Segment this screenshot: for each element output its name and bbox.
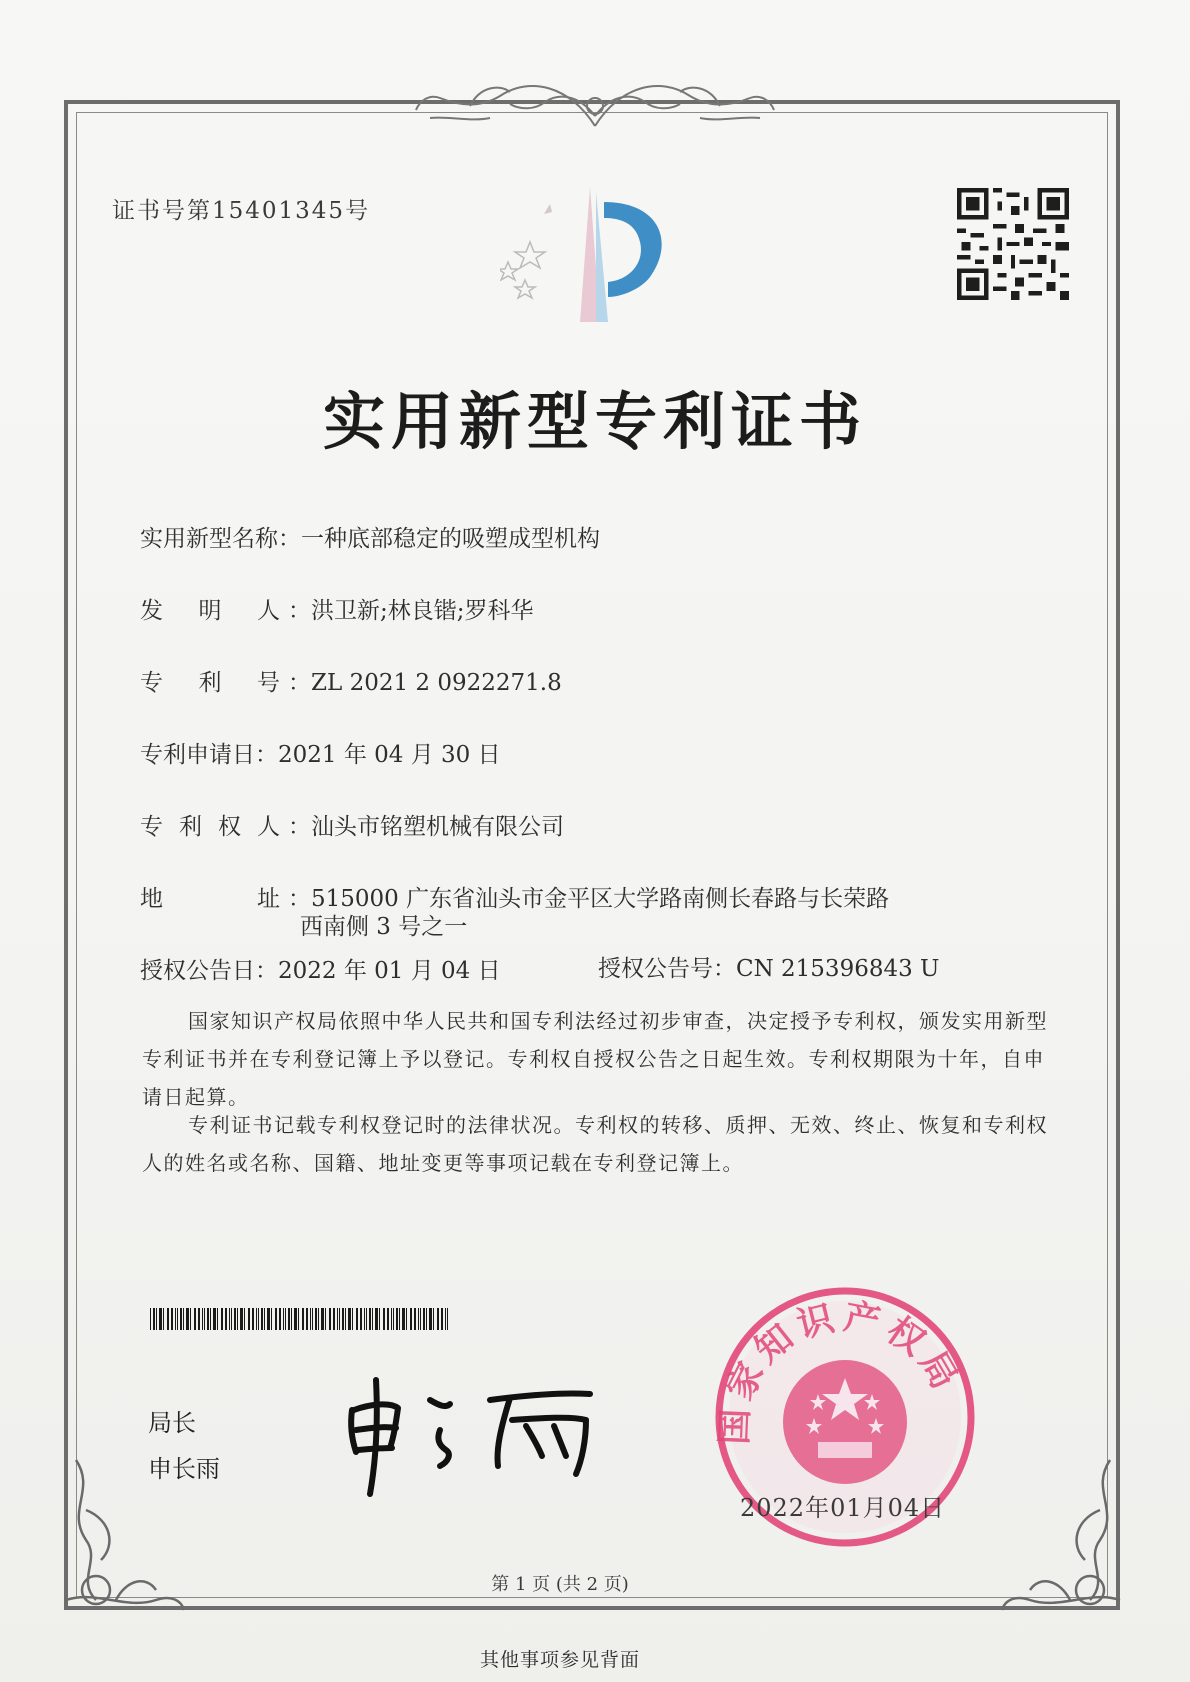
field-inventor: 发 明 人 ：洪卫新;林良锴;罗科华 [140,592,534,625]
barcode-bar [315,1308,317,1330]
barcode-bar [175,1308,176,1330]
barcode-bar [337,1308,338,1330]
paragraph-legal-status: 专利证书记载专利权登记时的法律状况。专利权的转移、质押、无效、终止、恢复和专利权人的姓名或名称、国籍、地址变更等事项记载在专利登记簿上。 [142,1113,1048,1175]
barcode-bar [291,1308,292,1330]
patent-no-value: ZL 2021 2 0922271.8 [311,670,562,696]
barcode-bar [352,1308,353,1330]
barcode-bar [321,1308,324,1330]
barcode-bar [396,1308,398,1330]
barcode-bar [310,1308,311,1330]
barcode-bar [429,1308,432,1330]
barcode-bar [345,1308,346,1330]
barcode-bar [156,1308,157,1330]
barcode-bar [312,1308,313,1330]
barcode-bar [418,1308,419,1330]
field-grant-date [140,952,501,985]
barcode-bar [342,1308,344,1330]
barcode-bar [406,1308,407,1330]
barcode-bar [333,1308,335,1330]
barcode-bar [261,1308,263,1330]
field-grant-number [598,950,939,983]
barcode-bar [433,1308,434,1330]
barcode-bar [426,1308,427,1330]
barcode-bar [366,1308,367,1330]
barcode-bar [375,1308,378,1330]
paragraph-grant-statement: 国家知识产权局依照中华人民共和国专利法经过初步审查，决定授予专利权，颁发实用新型专利证书并在专利登记簿上予以登记。专利权自授权公告之日起生效。专利权期限为十年，自申请日起算。 [142,1009,1048,1109]
barcode-bar [410,1308,412,1330]
name-value: 一种底部稳定的吸塑成型机构 [301,526,600,552]
field-patent-number: 专 利 号 ：ZL 2021 2 0922271.8 [140,664,562,697]
name-label: 实用新型名称： [140,526,301,552]
barcode-bar [159,1308,162,1330]
barcode-bar [298,1308,299,1330]
qr-code [957,188,1069,300]
barcode-bar [325,1308,326,1330]
barcode-bar [423,1308,425,1330]
page-indicator: 第 1 页 (共 2 页) [491,1574,629,1595]
barcode-bar [329,1308,331,1330]
field-application-date [140,736,501,769]
barcode-bar [202,1308,203,1330]
barcode-bar [225,1308,227,1330]
barcode-bar [248,1308,250,1330]
holder-label: 专 利 权 人 [140,814,280,840]
top-ornament-icon [410,66,780,136]
barcode-bar [288,1308,290,1330]
barcode-bar [420,1308,421,1330]
certificate-number: 证书号第15401345号 [112,198,371,224]
barcode-bar [369,1308,371,1330]
barcode-bar [437,1308,439,1330]
barcode-bar [163,1308,164,1330]
address-label: 地 址 [140,886,280,912]
barcode-bar [207,1308,209,1330]
barcode-bar [240,1308,243,1330]
barcode-bar [237,1308,238,1330]
barcode-bar [186,1308,189,1330]
barcode-bar [264,1308,265,1330]
seal-date: 2022年01月04日 [740,1494,946,1522]
barcode-bar [234,1308,236,1330]
barcode-bar [445,1308,446,1330]
barcode-bar [231,1308,232,1330]
grant-date-label: 授权公告日： [140,958,278,984]
patent-no-label: 专 利 号 [140,670,280,696]
barcode-bar [177,1308,178,1330]
barcode-bar [221,1308,223,1330]
grant-no-value: CN 215396843 U [736,956,940,982]
barcode-bar [356,1308,358,1330]
inventor-label: 发 明 人 [140,598,280,624]
barcode-bar [275,1308,277,1330]
barcode-bar [252,1308,254,1330]
barcode-bar [339,1308,340,1330]
barcode-bar [204,1308,205,1330]
barcode-bar [153,1308,155,1330]
director-name: 申长雨 [148,1455,220,1483]
barcode-bar [213,1308,216,1330]
barcode-bar [414,1308,416,1330]
barcode-bar [348,1308,351,1330]
barcode-bar [167,1308,169,1330]
see-back-note: 其他事项参见背面 [479,1649,640,1671]
apply-date-value: 2021 年 04 月 30 日 [278,742,501,768]
barcode-bar [393,1308,394,1330]
barcode-bar [194,1308,196,1330]
field-address: 地 址 ：515000 广东省汕头市金平区大学路南侧长春路与长荣路 [140,880,889,913]
barcode-bar [180,1308,182,1330]
grant-no-label: 授权公告号： [598,956,736,982]
barcode-bar [210,1308,211,1330]
patent-office-logo-icon [500,182,690,332]
grant-date-value: 2022 年 01 月 04 日 [278,958,501,984]
barcode-bar [183,1308,184,1330]
barcode-bar [306,1308,308,1330]
director-block [148,1400,220,1492]
barcode-bar [150,1308,151,1330]
holder-value: 汕头市铭塑机械有限公司 [311,814,564,840]
barcode-bar [267,1308,270,1330]
handwritten-signature [340,1370,610,1500]
barcode-bar [364,1308,365,1330]
barcode-bar [302,1308,304,1330]
barcode-bar [383,1308,385,1330]
barcode-bar [447,1308,448,1330]
seal-arc-text: 国家知识产权局 [714,1296,968,1446]
barcode-bar [294,1308,297,1330]
barcode-bar [190,1308,191,1330]
barcode-bar [399,1308,400,1330]
barcode-bar [171,1308,173,1330]
director-title: 局长 [148,1409,196,1437]
barcode-bar [379,1308,380,1330]
barcode-bar [229,1308,230,1330]
barcode-bar [217,1308,218,1330]
barcode [150,1308,452,1330]
barcode-bar [283,1308,284,1330]
barcode-bar [387,1308,389,1330]
barcode-bar [441,1308,443,1330]
barcode-bar [318,1308,319,1330]
inventor-value: 洪卫新;林良锴;罗科华 [311,598,534,624]
field-patent-holder: 专 利 权 人 ：汕头市铭塑机械有限公司 [140,808,564,841]
barcode-bar [285,1308,286,1330]
field-utility-model-name [140,520,600,553]
address-line-1: 515000 广东省汕头市金平区大学路南侧长春路与长荣路 [311,886,890,912]
barcode-bar [244,1308,245,1330]
barcode-bar [360,1308,362,1330]
barcode-bar [198,1308,200,1330]
barcode-bar [402,1308,405,1330]
certificate-title: 实用新型专利证书 [322,385,867,458]
barcode-bar [372,1308,373,1330]
barcode-bar [279,1308,281,1330]
barcode-bar [271,1308,272,1330]
barcode-bar [256,1308,257,1330]
barcode-bar [258,1308,259,1330]
address-line-2: 西南侧 3 号之一 [300,914,468,940]
apply-date-label: 专利申请日： [140,742,278,768]
barcode-bar [391,1308,392,1330]
